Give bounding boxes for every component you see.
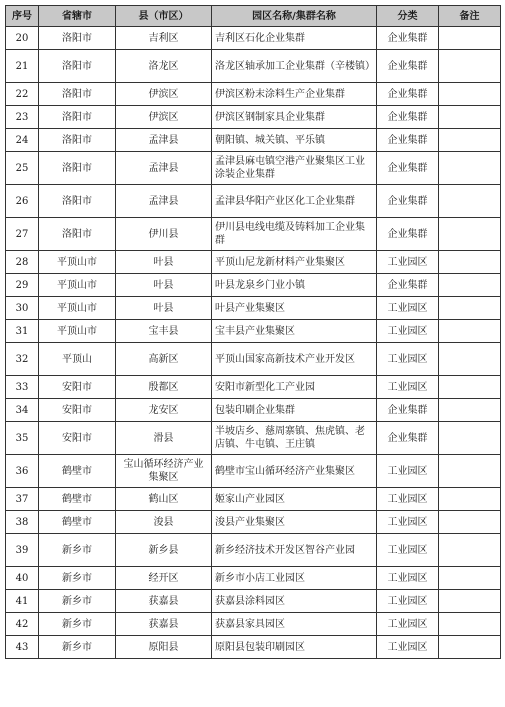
remark-cell bbox=[439, 106, 501, 129]
county-cell: 叶县 bbox=[116, 297, 212, 320]
remark-cell bbox=[439, 129, 501, 152]
table-row bbox=[6, 50, 501, 83]
remark-cell bbox=[439, 488, 501, 511]
category-cell: 企业集群 bbox=[377, 83, 439, 106]
remark-cell bbox=[439, 297, 501, 320]
seq-cell: 31 bbox=[6, 320, 39, 343]
remark-cell bbox=[439, 320, 501, 343]
county-cell: 龙安区 bbox=[116, 399, 212, 422]
category-cell: 企业集群 bbox=[377, 218, 439, 251]
seq-cell: 25 bbox=[6, 152, 39, 185]
seq-cell: 41 bbox=[6, 590, 39, 613]
seq-cell: 35 bbox=[6, 422, 39, 455]
remark-cell bbox=[439, 83, 501, 106]
county-cell: 叶县 bbox=[116, 274, 212, 297]
park-name-cell: 朝阳镇、城关镇、平乐镇 bbox=[212, 129, 377, 152]
county-cell: 孟津县 bbox=[116, 185, 212, 218]
category-cell: 企业集群 bbox=[377, 185, 439, 218]
remark-cell bbox=[439, 567, 501, 590]
remark-cell bbox=[439, 455, 501, 488]
city-cell: 洛阳市 bbox=[39, 185, 116, 218]
city-cell: 新乡市 bbox=[39, 613, 116, 636]
city-cell: 洛阳市 bbox=[39, 129, 116, 152]
table-row bbox=[6, 106, 501, 129]
header-county: 县（市区） bbox=[116, 6, 212, 27]
table-row bbox=[6, 320, 501, 343]
category-cell: 工业园区 bbox=[377, 343, 439, 376]
city-cell: 洛阳市 bbox=[39, 152, 116, 185]
county-cell: 叶县 bbox=[116, 251, 212, 274]
category-cell: 工业园区 bbox=[377, 567, 439, 590]
county-cell: 宝山循环经济产业集聚区 bbox=[116, 455, 212, 488]
seq-cell: 21 bbox=[6, 50, 39, 83]
seq-cell: 29 bbox=[6, 274, 39, 297]
table-row bbox=[6, 251, 501, 274]
remark-cell bbox=[439, 590, 501, 613]
park-name-cell: 原阳县包装印刷园区 bbox=[212, 636, 377, 659]
seq-cell: 42 bbox=[6, 613, 39, 636]
city-cell: 平顶山 bbox=[39, 343, 116, 376]
seq-cell: 36 bbox=[6, 455, 39, 488]
remark-cell bbox=[439, 152, 501, 185]
table-row bbox=[6, 590, 501, 613]
county-cell: 高新区 bbox=[116, 343, 212, 376]
county-cell: 殷都区 bbox=[116, 376, 212, 399]
city-cell: 鹤壁市 bbox=[39, 455, 116, 488]
county-cell: 获嘉县 bbox=[116, 590, 212, 613]
seq-cell: 38 bbox=[6, 511, 39, 534]
header-category: 分类 bbox=[377, 6, 439, 27]
seq-cell: 33 bbox=[6, 376, 39, 399]
city-cell: 鹤壁市 bbox=[39, 488, 116, 511]
seq-cell: 26 bbox=[6, 185, 39, 218]
table-row bbox=[6, 218, 501, 251]
category-cell: 企业集群 bbox=[377, 422, 439, 455]
category-cell: 企业集群 bbox=[377, 152, 439, 185]
remark-cell bbox=[439, 50, 501, 83]
table-row bbox=[6, 129, 501, 152]
park-name-cell: 新乡市小店工业园区 bbox=[212, 567, 377, 590]
county-cell: 原阳县 bbox=[116, 636, 212, 659]
city-cell: 安阳市 bbox=[39, 399, 116, 422]
city-cell: 洛阳市 bbox=[39, 106, 116, 129]
city-cell: 平顶山市 bbox=[39, 251, 116, 274]
remark-cell bbox=[439, 27, 501, 50]
header-remark: 备注 bbox=[439, 6, 501, 27]
category-cell: 企业集群 bbox=[377, 399, 439, 422]
category-cell: 工业园区 bbox=[377, 297, 439, 320]
seq-cell: 24 bbox=[6, 129, 39, 152]
park-name-cell: 宝丰县产业集聚区 bbox=[212, 320, 377, 343]
county-cell: 伊川县 bbox=[116, 218, 212, 251]
city-cell: 平顶山市 bbox=[39, 320, 116, 343]
park-name-cell: 包装印刷企业集群 bbox=[212, 399, 377, 422]
park-name-cell: 平顶山国家高新技术产业开发区 bbox=[212, 343, 377, 376]
remark-cell bbox=[439, 613, 501, 636]
seq-cell: 40 bbox=[6, 567, 39, 590]
city-cell: 安阳市 bbox=[39, 376, 116, 399]
seq-cell: 22 bbox=[6, 83, 39, 106]
county-cell: 伊滨区 bbox=[116, 106, 212, 129]
category-cell: 工业园区 bbox=[377, 613, 439, 636]
table-row bbox=[6, 455, 501, 488]
city-cell: 鹤壁市 bbox=[39, 511, 116, 534]
park-name-cell: 叶县产业集聚区 bbox=[212, 297, 377, 320]
header-park: 园区名称/集群名称 bbox=[212, 6, 377, 27]
table-row bbox=[6, 422, 501, 455]
category-cell: 工业园区 bbox=[377, 511, 439, 534]
remark-cell bbox=[439, 274, 501, 297]
park-name-cell: 伊川县电线电缆及铸料加工企业集群 bbox=[212, 218, 377, 251]
table-row bbox=[6, 27, 501, 50]
header-row bbox=[6, 6, 501, 27]
seq-cell: 20 bbox=[6, 27, 39, 50]
table-row bbox=[6, 343, 501, 376]
table-row bbox=[6, 185, 501, 218]
header-city: 省辖市 bbox=[39, 6, 116, 27]
county-cell: 吉利区 bbox=[116, 27, 212, 50]
county-cell: 洛龙区 bbox=[116, 50, 212, 83]
category-cell: 工业园区 bbox=[377, 534, 439, 567]
seq-cell: 28 bbox=[6, 251, 39, 274]
remark-cell bbox=[439, 185, 501, 218]
remark-cell bbox=[439, 636, 501, 659]
category-cell: 企业集群 bbox=[377, 274, 439, 297]
table-row bbox=[6, 376, 501, 399]
table-row bbox=[6, 274, 501, 297]
park-name-cell: 获嘉县涂料园区 bbox=[212, 590, 377, 613]
seq-cell: 43 bbox=[6, 636, 39, 659]
seq-cell: 23 bbox=[6, 106, 39, 129]
city-cell: 洛阳市 bbox=[39, 218, 116, 251]
city-cell: 安阳市 bbox=[39, 422, 116, 455]
table-row bbox=[6, 567, 501, 590]
remark-cell bbox=[439, 343, 501, 376]
table-row bbox=[6, 83, 501, 106]
county-cell: 经开区 bbox=[116, 567, 212, 590]
category-cell: 工业园区 bbox=[377, 590, 439, 613]
category-cell: 工业园区 bbox=[377, 488, 439, 511]
remark-cell bbox=[439, 534, 501, 567]
park-name-cell: 安阳市新型化工产业园 bbox=[212, 376, 377, 399]
park-list-table bbox=[5, 5, 501, 659]
city-cell: 洛阳市 bbox=[39, 50, 116, 83]
park-name-cell: 半坡店乡、慈周寨镇、焦虎镇、老店镇、牛屯镇、王庄镇 bbox=[212, 422, 377, 455]
park-name-cell: 伊滨区钢制家具企业集群 bbox=[212, 106, 377, 129]
remark-cell bbox=[439, 251, 501, 274]
remark-cell bbox=[439, 376, 501, 399]
park-name-cell: 浚县产业集聚区 bbox=[212, 511, 377, 534]
table-row bbox=[6, 488, 501, 511]
category-cell: 工业园区 bbox=[377, 251, 439, 274]
table-row bbox=[6, 399, 501, 422]
category-cell: 企业集群 bbox=[377, 50, 439, 83]
category-cell: 工业园区 bbox=[377, 455, 439, 488]
table-row bbox=[6, 636, 501, 659]
park-name-cell: 姬家山产业园区 bbox=[212, 488, 377, 511]
category-cell: 企业集群 bbox=[377, 129, 439, 152]
park-name-cell: 新乡经济技术开发区智谷产业园 bbox=[212, 534, 377, 567]
seq-cell: 27 bbox=[6, 218, 39, 251]
seq-cell: 37 bbox=[6, 488, 39, 511]
park-name-cell: 平顶山尼龙新材料产业集聚区 bbox=[212, 251, 377, 274]
table-row bbox=[6, 534, 501, 567]
seq-cell: 34 bbox=[6, 399, 39, 422]
city-cell: 洛阳市 bbox=[39, 27, 116, 50]
table-body bbox=[6, 27, 501, 659]
remark-cell bbox=[439, 218, 501, 251]
county-cell: 鹤山区 bbox=[116, 488, 212, 511]
county-cell: 获嘉县 bbox=[116, 613, 212, 636]
county-cell: 孟津县 bbox=[116, 152, 212, 185]
city-cell: 新乡市 bbox=[39, 590, 116, 613]
remark-cell bbox=[439, 511, 501, 534]
seq-cell: 39 bbox=[6, 534, 39, 567]
city-cell: 新乡市 bbox=[39, 534, 116, 567]
city-cell: 平顶山市 bbox=[39, 274, 116, 297]
park-name-cell: 洛龙区轴承加工企业集群（辛楼镇） bbox=[212, 50, 377, 83]
park-name-cell: 孟津县华阳产业区化工企业集群 bbox=[212, 185, 377, 218]
table-row bbox=[6, 152, 501, 185]
seq-cell: 32 bbox=[6, 343, 39, 376]
category-cell: 企业集群 bbox=[377, 27, 439, 50]
table-row bbox=[6, 297, 501, 320]
county-cell: 宝丰县 bbox=[116, 320, 212, 343]
city-cell: 新乡市 bbox=[39, 636, 116, 659]
category-cell: 工业园区 bbox=[377, 376, 439, 399]
city-cell: 洛阳市 bbox=[39, 83, 116, 106]
header-seq: 序号 bbox=[6, 6, 39, 27]
park-name-cell: 孟津县麻屯镇空港产业聚集区工业涂装企业集群 bbox=[212, 152, 377, 185]
city-cell: 新乡市 bbox=[39, 567, 116, 590]
category-cell: 企业集群 bbox=[377, 106, 439, 129]
park-name-cell: 鹤壁市宝山循环经济产业集聚区 bbox=[212, 455, 377, 488]
table-row bbox=[6, 613, 501, 636]
county-cell: 孟津县 bbox=[116, 129, 212, 152]
remark-cell bbox=[439, 399, 501, 422]
county-cell: 浚县 bbox=[116, 511, 212, 534]
county-cell: 伊滨区 bbox=[116, 83, 212, 106]
city-cell: 平顶山市 bbox=[39, 297, 116, 320]
county-cell: 滑县 bbox=[116, 422, 212, 455]
table-row bbox=[6, 511, 501, 534]
park-name-cell: 获嘉县家具园区 bbox=[212, 613, 377, 636]
category-cell: 工业园区 bbox=[377, 636, 439, 659]
park-name-cell: 伊滨区粉末涂料生产企业集群 bbox=[212, 83, 377, 106]
remark-cell bbox=[439, 422, 501, 455]
seq-cell: 30 bbox=[6, 297, 39, 320]
park-name-cell: 叶县龙泉乡门业小镇 bbox=[212, 274, 377, 297]
park-name-cell: 吉利区石化企业集群 bbox=[212, 27, 377, 50]
category-cell: 工业园区 bbox=[377, 320, 439, 343]
county-cell: 新乡县 bbox=[116, 534, 212, 567]
